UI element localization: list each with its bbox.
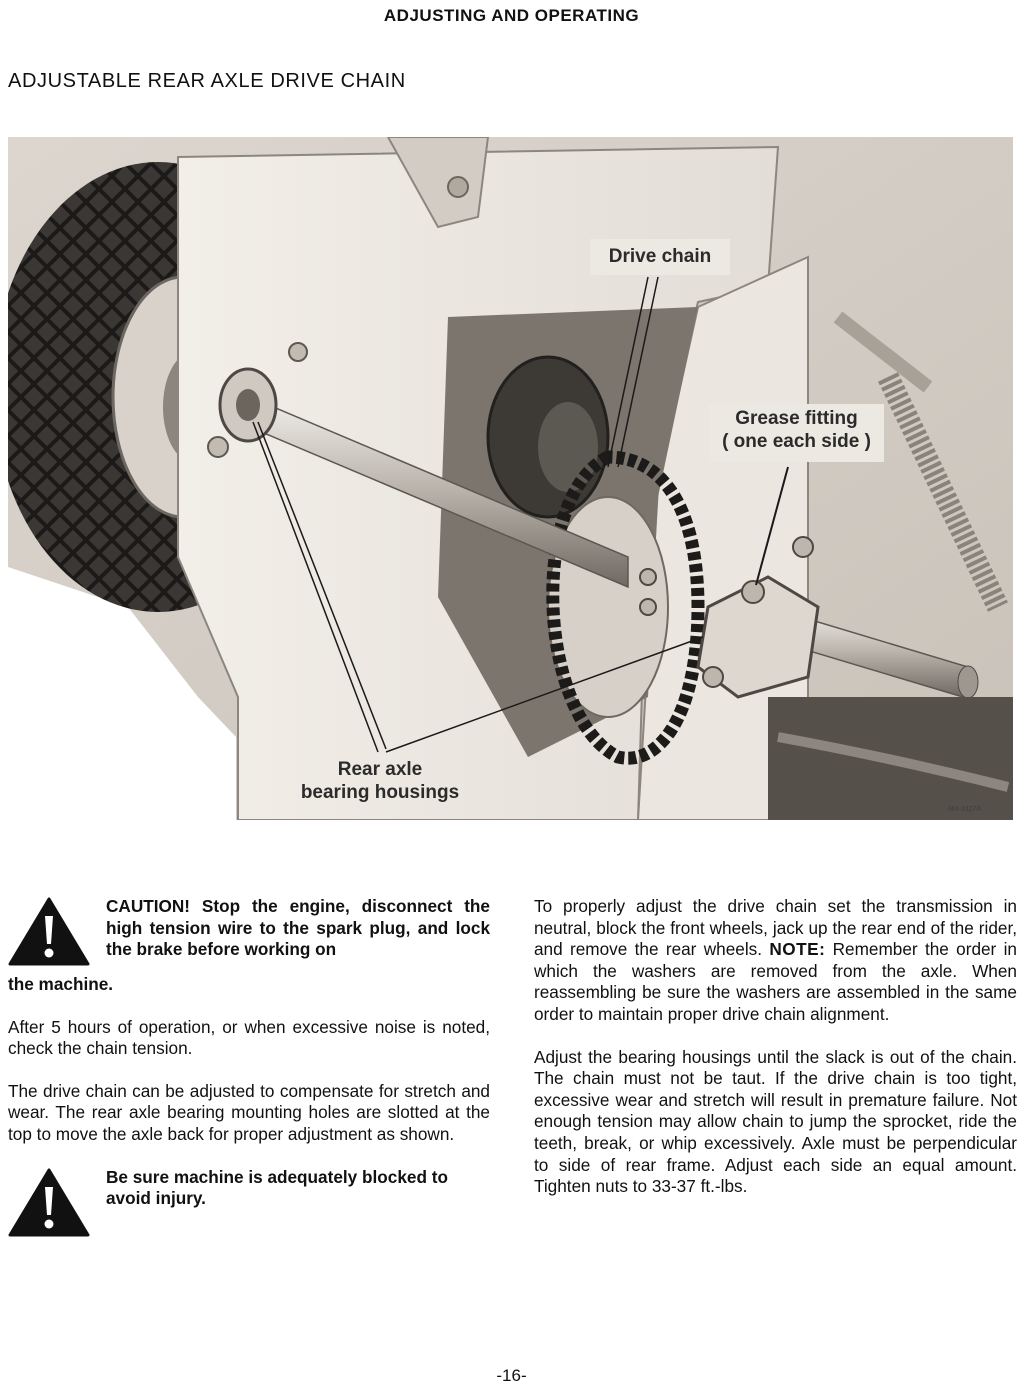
callout-rear-line2: bearing housings xyxy=(300,781,460,803)
right-p1-after: Remember the order in which the washers are removed from the axle. When reassembling be sure the washers are assembled in the same order to maintain proper drive chain alignment. xyxy=(534,939,1017,1024)
callout-rear-line1: Rear axle xyxy=(337,759,423,780)
callout-rear-axle xyxy=(290,757,470,811)
right-p1-before: To properly adjust the drive chain set the transmission in neutral, block the front wheels, jack up the rear end of the rider, and remove the rear wheels. xyxy=(534,896,1017,960)
left-column xyxy=(8,896,490,1243)
callout-grease-fitting xyxy=(709,404,884,462)
right-column xyxy=(534,896,1017,1198)
warning-block xyxy=(8,1167,490,1243)
callout-drive-chain: Drive chain xyxy=(590,239,730,275)
caution-block xyxy=(8,896,490,976)
caution-lead: CAUTION! xyxy=(106,896,191,916)
left-paragraph-2: The drive chain can be adjusted to compensate for stretch and wear. The rear axle bearing mounting holes are slotted at the top to move the axle back for proper adjustment as shown. xyxy=(8,1080,490,1144)
caution-tail: the machine. xyxy=(8,974,114,994)
grease-fitting xyxy=(742,581,764,603)
left-paragraph-1: After 5 hours of operation, or when excessive noise is noted, check the chain tension. xyxy=(8,1016,490,1059)
warning-triangle-icon xyxy=(8,896,90,968)
caution-body: Stop the engine, disconnect the high tension wire to the spark plug, and lock the brake before working on xyxy=(106,896,490,960)
photo-illustration xyxy=(8,137,1013,820)
right-paragraph-1 xyxy=(534,896,1017,1026)
warning-text: Be sure machine is adequately blocked to avoid injury. xyxy=(106,1166,448,1209)
drive-chain-photo xyxy=(8,137,1013,820)
section-title: ADJUSTABLE REAR AXLE DRIVE CHAIN xyxy=(8,70,406,92)
note-label: NOTE: xyxy=(769,939,826,960)
warning-triangle-icon xyxy=(8,1167,90,1239)
callout-grease-line1: Grease fitting xyxy=(735,408,858,429)
callout-grease-line2: ( one each side ) xyxy=(722,430,871,452)
caution-text xyxy=(106,896,490,961)
right-paragraph-2: Adjust the bearing housings until the slack is out of the chain. The chain must not be taut. If the drive chain is too tight, excessive wear and stretch will result in premature failure. Not enough tension may allow chain to jump the sprocket, ride the teeth, break, or whip excessively. Axle must be perpendicular to side of rear frame. Adjust each side an equal amount. Tighten nuts to 33-37 ft.-lbs. xyxy=(534,1046,1017,1197)
figure-plate-code: MA-3117A xyxy=(948,806,982,813)
page-number: -16- xyxy=(496,1366,527,1385)
page-header: ADJUSTING AND OPERATING xyxy=(383,6,640,25)
